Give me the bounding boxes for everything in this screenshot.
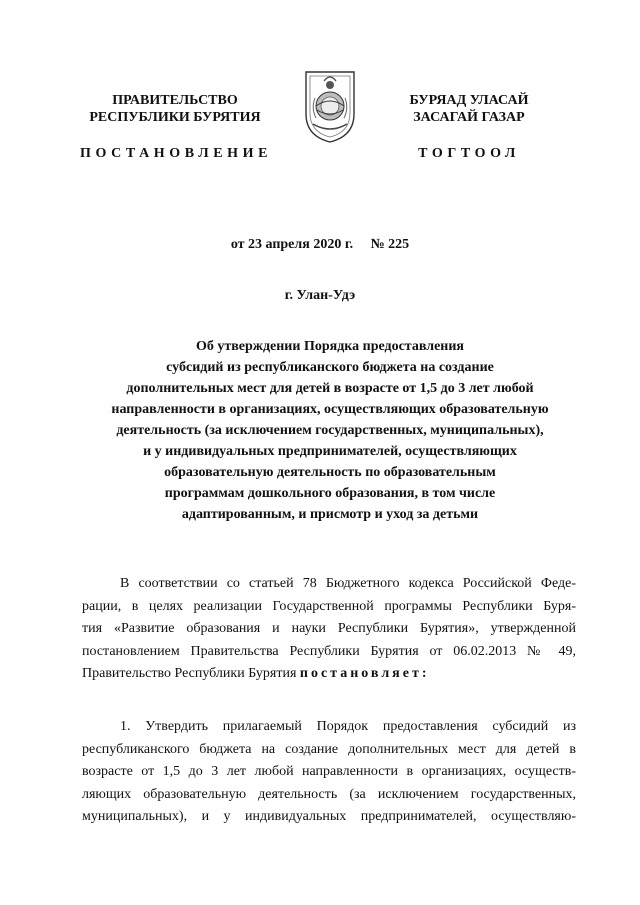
- title-line: направленности в организациях, осуществляющих образовательную: [111, 402, 549, 417]
- paragraph-line: муниципальных), и у индивидуальных предпринимателей, осуществляю-: [82, 809, 576, 824]
- paragraph-line: возрасте от 1,5 до 3 лет любой направленности в организациях, осуществ-: [82, 764, 576, 779]
- title-line: программам дошкольного образования, в том числе: [164, 486, 496, 501]
- paragraph-line: республиканского бюджета на создание дополнительных мест для детей в: [82, 741, 576, 757]
- title-line: Об утверждении Порядка предоставления: [195, 339, 465, 354]
- paragraph-line: рации, в целях реализации Государственной программы Республики Буря-: [82, 598, 576, 614]
- preamble-paragraph: [82, 573, 576, 686]
- clause-1-paragraph: [82, 716, 576, 829]
- paragraph-line: [82, 663, 576, 686]
- paragraph-line: ляющих образовательную деятельность (за исключением государственных,: [82, 786, 576, 802]
- city: г. Улан-Удэ: [284, 288, 356, 303]
- header-right-line1: БУРЯАД УЛАСАЙ: [409, 93, 529, 108]
- title-line: дополнительных мест для детей в возрасте от 1,5 до 3 лет любой: [126, 381, 534, 396]
- paragraph-line: В соответствии со статьей 78 Бюджетного кодекса Российской Феде-: [120, 576, 576, 591]
- resolves-prefix: Правительство Республики Бурятия: [82, 666, 297, 681]
- header-left: [80, 92, 273, 162]
- title-line: образовательную деятельность по образовательным: [164, 465, 496, 480]
- resolves-word: постановляет:: [299, 666, 430, 681]
- paragraph-line: тия «Развитие образования и науки Республики Бурятия», утвержденной: [82, 621, 576, 636]
- title-line: и у индивидуальных предпринимателей, осуществляющих: [143, 444, 517, 459]
- header-right-decree: ТОГТООЛ: [418, 146, 520, 161]
- paragraph-line: постановлением Правительства Республики Бурятия от 06.02.2013 № 49,: [82, 643, 576, 659]
- title-line: деятельность (за исключением государственных, муниципальных),: [116, 423, 544, 438]
- coat-of-arms-icon: [302, 68, 358, 144]
- decree-number: № 225: [370, 237, 410, 252]
- header-right: [380, 92, 558, 162]
- header-left-decree: ПОСТАНОВЛЕНИЕ: [80, 146, 273, 161]
- header-right-line2: ЗАСАГАЙ ГАЗАР: [413, 110, 525, 125]
- document-title: [80, 336, 580, 525]
- header-left-line1: ПРАВИТЕЛЬСТВО: [112, 93, 238, 108]
- title-line: адаптированным, и присмотр и уход за детьми: [181, 507, 479, 522]
- header-left-line2: РЕСПУБЛИКИ БУРЯТИЯ: [89, 110, 261, 125]
- paragraph-line: 1. Утвердить прилагаемый Порядок предоставления субсидий из: [120, 719, 576, 734]
- date-line: [0, 237, 640, 253]
- decree-date: от 23 апреля 2020 г.: [230, 237, 354, 252]
- title-line: субсидий из республиканского бюджета на создание: [166, 360, 494, 375]
